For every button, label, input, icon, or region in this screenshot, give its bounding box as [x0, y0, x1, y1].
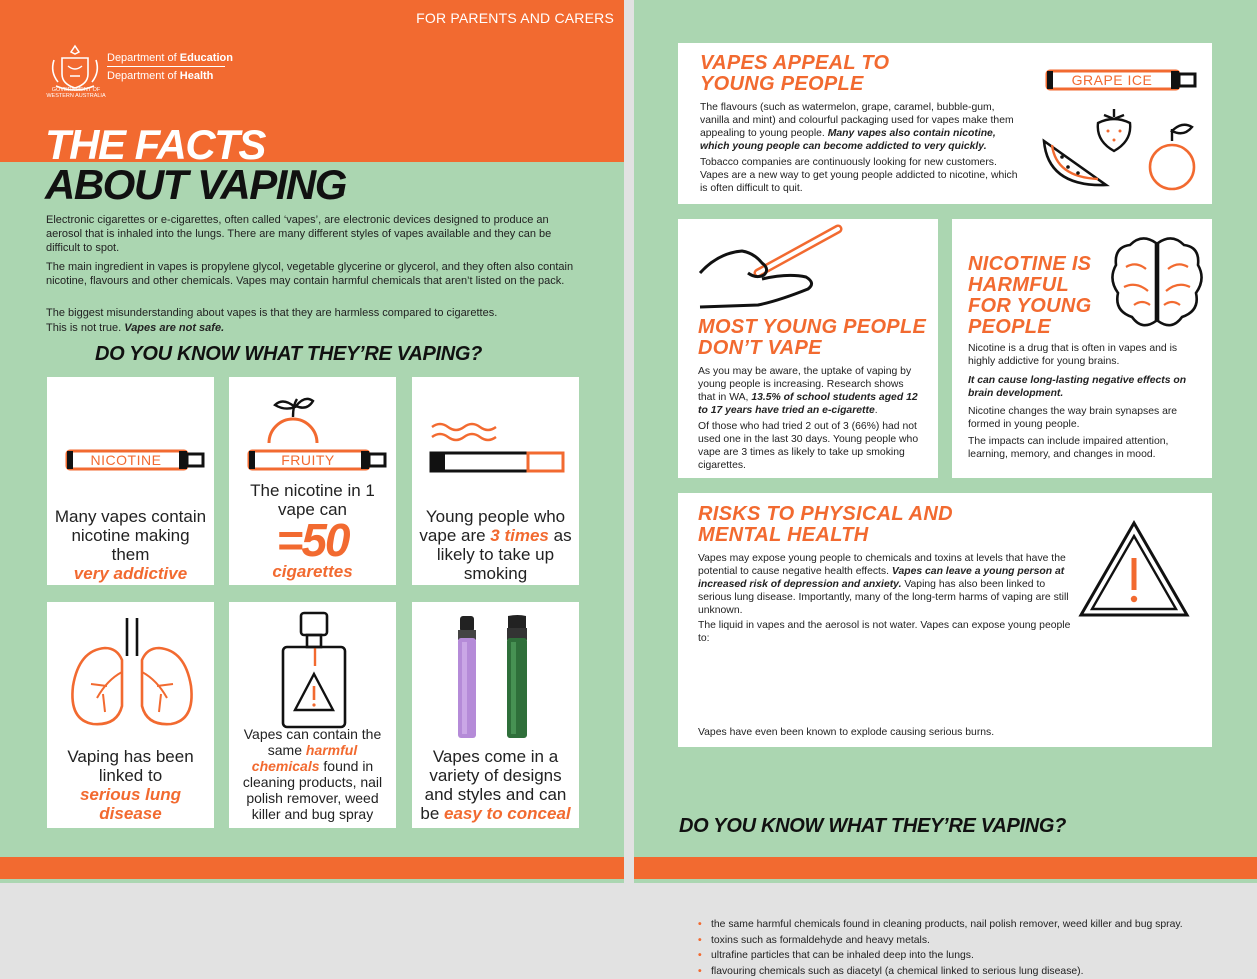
left-bottom-bar [0, 857, 624, 879]
dept-health: Department of Health [107, 70, 213, 82]
card-designs [412, 602, 579, 828]
intro-paragraph-3: The biggest misunderstanding about vapes is that they are harmless compared to cigarettes. [46, 306, 586, 320]
lungs-icon [67, 616, 197, 726]
right-subheading: DO YOU KNOW WHAT THEY’RE VAPING? [679, 815, 1066, 838]
list-item: • the same harmful chemicals found in cleaning products, nail polish remover, weed killer and bug spray. [698, 917, 1208, 933]
orange-icon [1146, 121, 1198, 191]
right-bottom-bar [634, 857, 1257, 879]
card-nicotine [47, 377, 214, 585]
warning-icon [1078, 520, 1190, 618]
risks-box [678, 493, 1212, 747]
appeal-box [678, 43, 1212, 204]
appeal-heading: VAPES APPEAL TO YOUNG PEOPLE [700, 53, 940, 95]
card-chemicals-text: Vapes can contain the same harmful chemicals found in cleaning products, nail polish remover, weed killer and bug spray [235, 726, 390, 822]
most-young-heading: MOST YOUNG PEOPLE DON’T VAPE [698, 317, 933, 359]
title-line-2: ABOUT VAPING [45, 162, 346, 208]
list-item: • toxins such as formaldehyde and heavy metals. [698, 933, 1208, 949]
risks-heading: RISKS TO PHYSICAL AND MENTAL HEALTH [698, 504, 998, 546]
list-item: • flavouring chemicals such as diacetyl (a chemical linked to serious lung disease). [698, 964, 1208, 979]
card-chemicals [229, 602, 396, 828]
peach-icon [263, 395, 323, 445]
intro-paragraph-1: Electronic cigarettes or e-cigarettes, often called ‘vapes’, are electronic devices designed to produce an aerosol that is inhaled into the lungs. There are many different styles of vapes available and they can be difficult to spot. [46, 213, 586, 255]
nicotine-vape-icon [65, 449, 205, 471]
nicotine-box [952, 219, 1212, 478]
nicotine-vape-label: NICOTINE [77, 452, 175, 468]
intro-paragraph-2: The main ingredient in vapes is propylene glycol, vegetable glycerine or glycerol, and they often also contain nicotine, flavours and other chemicals. Vapes may contain harmful chemicals that aren’t listed on the pack. [46, 260, 586, 288]
card-nicotine-text: Many vapes contain nicotine making them very addictive [53, 507, 208, 583]
card-lungs [47, 602, 214, 828]
nicotine-paragraph-1: Nicotine is a drug that is often in vapes and is highly addictive for young brains. [968, 342, 1198, 368]
nicotine-heading: NICOTINE IS HARMFUL FOR YOUNG PEOPLE [968, 254, 1108, 338]
left-subheading: DO YOU KNOW WHAT THEY’RE VAPING? [95, 343, 482, 366]
fruity-vape-icon [247, 449, 387, 471]
card-smoking [412, 377, 579, 585]
list-item: • ultrafine particles that can be inhaled deep into the lungs. [698, 948, 1208, 964]
right-page [634, 0, 1257, 883]
risks-bullet-list [698, 917, 1208, 979]
risks-paragraph-2: The liquid in vapes and the aerosol is not water. Vapes can expose young people to: [698, 619, 1073, 645]
fruity-vape-label: FRUITY [259, 452, 357, 468]
chemical-bottle-icon [279, 610, 349, 730]
nicotine-paragraph-3: Nicotine changes the way brain synapses are formed in young people. [968, 405, 1198, 431]
hand-vape-icon [698, 223, 848, 313]
nicotine-paragraph-4: The impacts can include impaired attention, learning, memory, and changes in mood. [968, 435, 1198, 461]
dept-education: Department of Education [107, 52, 233, 64]
card-smoking-text: Young people who vape are 3 times as likely to take up smoking [418, 507, 573, 583]
most-young-paragraph-1: As you may be aware, the uptake of vaping by young people is increasing. Research shows that in WA, 13.5% of school students aged 12 to 17 years have tried an e-cigarette. [698, 365, 923, 417]
card-fruity-big-number: =50 [235, 517, 390, 563]
risks-paragraph-3: Vapes have even been known to explode causing serious burns. [698, 726, 1198, 739]
crest-caption: GOVERNMENT OF WESTERN AUSTRALIA [44, 87, 108, 99]
watermelon-icon [1038, 135, 1112, 195]
risks-paragraph-1: Vapes may expose young people to chemicals and toxins at levels that have the potential to cause negative health effects. Vapes can leave a young person at increased risk of depression and anxiety. Vaping has also been linked to serious lung disease. Importantly, many of the long-term harms of vaping are still unknown. [698, 552, 1073, 617]
appeal-paragraph-1: The flavours (such as watermelon, grape, caramel, bubble-gum, vanilla and mint) and colourful packaging used for vapes make them appealing to young people. Many vapes also contain nicotine, which young people can become addicted to very quickly. [700, 101, 1020, 153]
audience-tag: FOR PARENTS AND CARERS [416, 10, 614, 26]
most-young-box [678, 219, 938, 478]
cigarette-icon [428, 419, 568, 479]
left-page [0, 0, 624, 883]
card-fruity-cigarettes: cigarettes [235, 562, 390, 581]
most-young-paragraph-2: Of those who had tried 2 out of 3 (66%) had not used one in the last 30 days. Young people who vape are 3 times as likely to take up smoking cigarettes. [698, 420, 923, 472]
card-lungs-text: Vaping has been linked to serious lung disease [53, 747, 208, 823]
title-line-1: THE FACTS [45, 122, 265, 168]
grape-ice-vape-icon [1045, 69, 1197, 91]
appeal-paragraph-2: Tobacco companies are continuously looking for new customers. Vapes are a new way to get young people addicted to nicotine, which is often difficult to quit. [700, 156, 1020, 195]
brain-icon [1112, 235, 1202, 331]
dept-divider [107, 66, 225, 67]
intro-paragraph-4: This is not true. Vapes are not safe. [46, 321, 586, 335]
card-fruity-text: The nicotine in 1 vape can [235, 481, 390, 519]
vape-devices-image [452, 614, 542, 742]
grape-ice-label: GRAPE ICE [1057, 72, 1167, 88]
card-designs-text: Vapes come in a variety of designs and styles and can be easy to conceal [418, 747, 573, 823]
nicotine-paragraph-2: It can cause long-lasting negative effects on brain development. [968, 374, 1198, 400]
card-fruity [229, 377, 396, 585]
